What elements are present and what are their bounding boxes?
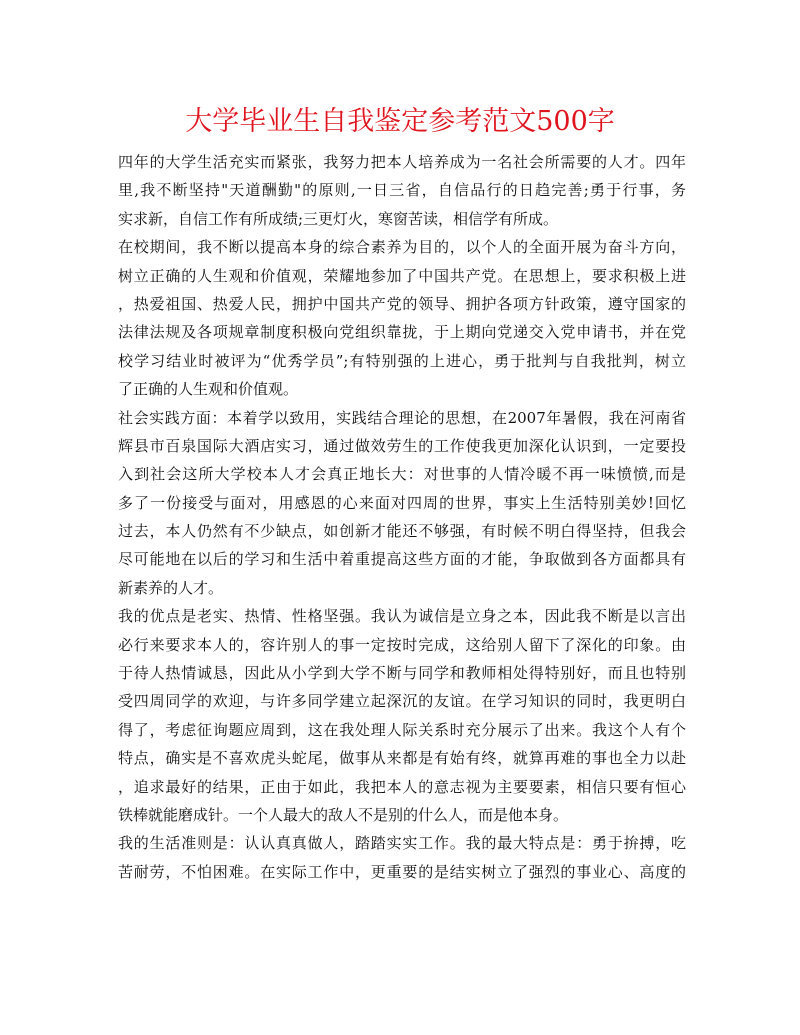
document-body	[118, 148, 686, 886]
text-line: 在校期间，我不断以提高本身的综合素养为目的，以个人的全面开展为奋斗方向，	[118, 238, 686, 257]
text-line: 苦耐劳，不怕困难。在实际工作中，更重要的是结实树立了强烈的事业心、高度的	[118, 862, 686, 881]
document-title: 大学毕业生自我鉴定参考范文500字	[185, 106, 615, 137]
text-line: 树立正确的人生观和价值观，荣耀地参加了中国共产党。在思想上，要求积极上进	[118, 266, 686, 285]
text-line: 必行来要求本人的，容许别人的事一定按时完成，这给别人留下了深化的印象。由	[118, 635, 686, 654]
text-line: 辉县市百泉国际大酒店实习，通过做效劳生的工作使我更加深化认识到，一定要投	[118, 436, 686, 455]
text-line: 我的生活准则是：认认真真做人，踏踏实实工作。我的最大特点是：勇于拚搏，吃	[118, 834, 686, 853]
text-line: 实求新，自信工作有所成绩;三更灯火，寒窗苦读，相信学有所成。	[118, 209, 559, 228]
text-line: ，追求最好的结果，正由于如此，我把本人的意志视为主要要素，相信只要有恒心	[118, 777, 686, 796]
text-line: 我的优点是老实、热情、性格坚强。我认为诚信是立身之本，因此我不断是以言出	[118, 607, 686, 626]
text-line: 尽可能地在以后的学习和生活中着重提高这些方面的才能，争取做到各方面都具有	[118, 550, 686, 569]
text-line: 校学习结业时被评为“优秀学员”;有特别强的上进心，勇于批判与自我批判，树立	[118, 351, 686, 370]
text-line: 于待人热情诚恳，因此从小学到大学不断与同学和教师相处得特别好，而且也特别	[118, 664, 686, 683]
text-line: 得了，考虑征询题应周到，这在我处理人际关系时充分展示了出来。我这个人有个	[118, 720, 686, 739]
text-line: 里,我不断坚持"天道酬勤"的原则,一日三省，自信品行的日趋完善;勇于行事，务	[118, 181, 686, 200]
text-line: 法律法规及各项规章制度积极向党组织靠拢，于上期向党递交入党申请书，并在党	[118, 323, 686, 342]
text-line: 铁棒就能磨成针。一个人最大的敌人不是别的什么人，而是他本身。	[118, 805, 569, 824]
text-line: 了正确的人生观和价值观。	[118, 380, 299, 399]
text-line: 受四周同学的欢迎，与许多同学建立起深沉的友谊。在学习知识的同时，我更明白	[118, 692, 686, 711]
text-line: ，热爱祖国、热爱人民，拥护中国共产党的领导、拥护各项方针政策，遵守国家的	[118, 294, 686, 313]
text-line: 过去，本人仍然有不少缺点，如创新才能还不够强，有时候不明白得坚持，但我会	[118, 522, 686, 541]
text-line: 特点，确实是不喜欢虎头蛇尾，做事从来都是有始有终，就算再难的事也全力以赴	[118, 749, 686, 768]
text-line: 多了一份接受与面对，用感恩的心来面对四周的世界，事实上生活特别美妙!回忆	[118, 493, 686, 512]
text-line: 社会实践方面：本着学以致用，实践结合理论的思想，在2007年暑假，我在河南省	[118, 408, 686, 427]
text-line: 入到社会这所大学校本人才会真正地长大：对世事的人情冷暖不再一味愤愤,而是	[118, 465, 686, 484]
text-line: 新素养的人才。	[118, 578, 224, 597]
text-line: 四年的大学生活充实而紧张，我努力把本人培养成为一名社会所需要的人才。四年	[118, 153, 686, 171]
